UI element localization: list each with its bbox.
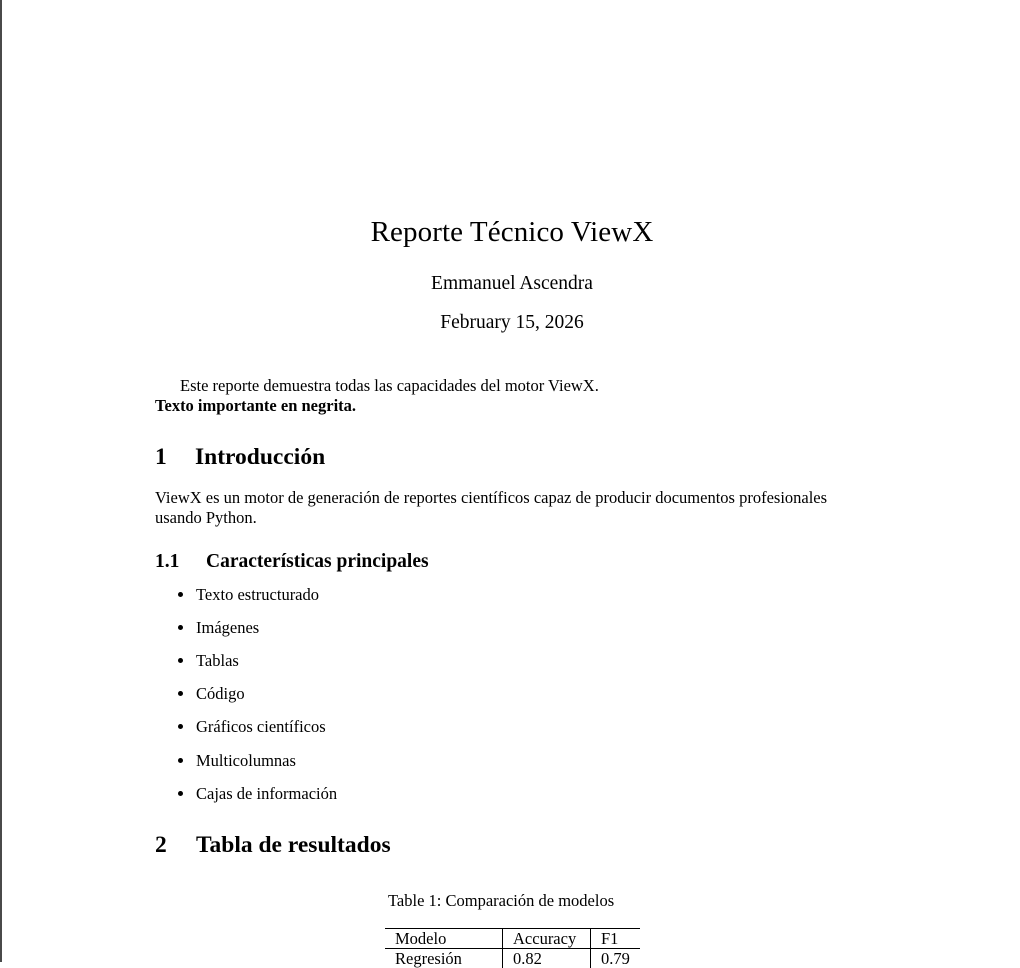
section-heading-tabla-resultados [155,832,391,859]
bullet-icon [178,724,183,729]
list-item: Multicolumnas [178,751,296,771]
table-header-row [385,929,640,949]
page-edge [0,0,2,962]
bullet-icon [178,691,183,696]
table-header-cell: Modelo [385,929,503,949]
table-cell: 0.82 [503,949,591,968]
bullet-icon [178,625,183,630]
table-cell: 0.79 [591,949,640,968]
table-cell: Regresión [385,949,503,968]
section-paragraph-line: ViewX es un motor de generación de reportes científicos capaz de producir documentos profesionales [155,488,827,508]
subsection-title: Características principales [206,551,429,572]
document-title: Reporte Técnico ViewX [0,216,1020,249]
list-item: Cajas de información [178,784,337,804]
list-item: Gráficos científicos [178,717,326,737]
bullet-icon [178,758,183,763]
section-title: Introducción [195,444,325,470]
list-item: Imágenes [178,618,259,638]
list-item: Tablas [178,651,239,671]
document-author: Emmanuel Ascendra [0,273,1020,295]
bullet-icon [178,658,183,663]
document-date: February 15, 2026 [0,312,1020,334]
section-heading-introduccion [155,444,325,471]
section-number: 2 [155,832,196,859]
list-item: Código [178,684,245,704]
bullet-icon [178,592,183,597]
section-title: Tabla de resultados [196,832,391,858]
table-caption: Table 1: Comparación de modelos [388,891,614,911]
subsection-number: 1.1 [155,551,206,573]
subsection-heading-caracteristicas [155,551,429,573]
results-table [385,928,640,968]
table-header-cell: Accuracy [503,929,591,949]
bullet-icon [178,791,183,796]
section-paragraph-line: usando Python. [155,508,257,528]
intro-paragraph: Este reporte demuestra todas las capacidades del motor ViewX. [180,376,599,396]
list-item: Texto estructurado [178,585,319,605]
table-header-cell: F1 [591,929,640,949]
bold-text: Texto importante en negrita. [155,396,356,416]
section-number: 1 [155,444,195,471]
table-row [385,949,640,968]
